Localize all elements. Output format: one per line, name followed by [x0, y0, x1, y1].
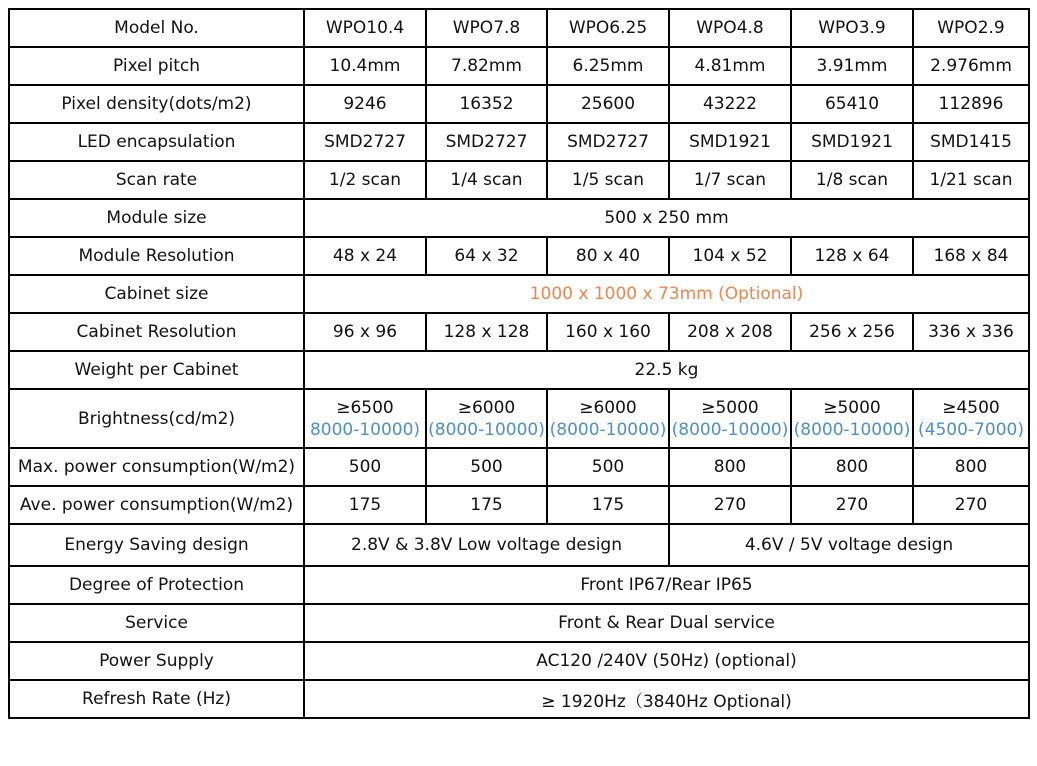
row-label: Refresh Rate (Hz) — [9, 680, 304, 718]
brightness-value: ≥6000 — [579, 397, 637, 418]
row-scan-rate — [9, 161, 1029, 199]
row-label: Brightness(cd/m2) — [9, 389, 304, 448]
value-cell: 270 — [791, 486, 913, 524]
model-cell: WPO6.25 — [547, 9, 669, 47]
row-label: Service — [9, 604, 304, 642]
row-label: Max. power consumption(W/m2) — [9, 448, 304, 486]
brightness-range: 8000-10000) — [309, 419, 421, 440]
brightness-range: (4500-7000) — [918, 419, 1024, 440]
row-cabinet-size — [9, 275, 1029, 313]
value-cell: 1/5 scan — [547, 161, 669, 199]
row-label: Scan rate — [9, 161, 304, 199]
value-cell: 1/2 scan — [304, 161, 426, 199]
value-cell: 1/8 scan — [791, 161, 913, 199]
value-cell: 168 x 84 — [913, 237, 1029, 275]
value-cell: 6.25mm — [547, 47, 669, 85]
row-label: Module size — [9, 199, 304, 237]
value-cell: 175 — [304, 486, 426, 524]
row-label: LED encapsulation — [9, 123, 304, 161]
row-refresh-rate — [9, 680, 1029, 718]
row-max-power — [9, 448, 1029, 486]
value-cell: 7.82mm — [426, 47, 547, 85]
value-cell: 175 — [426, 486, 547, 524]
row-power-supply — [9, 642, 1029, 680]
row-label: Cabinet Resolution — [9, 313, 304, 351]
value-cell: SMD1921 — [669, 123, 791, 161]
value-cell: 25600 — [547, 85, 669, 123]
brightness-value: ≥6000 — [457, 397, 516, 418]
brightness-value: ≥6500 — [336, 397, 394, 418]
value-cell: 800 — [669, 448, 791, 486]
value-cell: 1/21 scan — [913, 161, 1029, 199]
row-label: Energy Saving design — [9, 524, 304, 566]
value-cell: 48 x 24 — [304, 237, 426, 275]
row-module-resolution — [9, 237, 1029, 275]
model-cell: WPO4.8 — [669, 9, 791, 47]
value-cell: 500 — [304, 448, 426, 486]
value-cell: 10.4mm — [304, 47, 426, 85]
brightness-cell — [426, 389, 547, 448]
value-cell: 16352 — [426, 85, 547, 123]
value-cell: SMD2727 — [304, 123, 426, 161]
value-cell: 800 — [913, 448, 1029, 486]
brightness-value: ≥4500 — [942, 397, 1000, 418]
row-model-no — [9, 9, 1029, 47]
value-cell: 4.6V / 5V voltage design — [669, 524, 1029, 566]
row-label: Cabinet size — [9, 275, 304, 313]
value-cell: 500 x 250 mm — [304, 199, 1029, 237]
brightness-range: (8000-10000) — [671, 419, 789, 440]
value-cell: 270 — [669, 486, 791, 524]
row-label: Weight per Cabinet — [9, 351, 304, 389]
value-cell: 96 x 96 — [304, 313, 426, 351]
value-cell: 65410 — [791, 85, 913, 123]
value-cell: 1000 x 1000 x 73mm (Optional) — [304, 275, 1029, 313]
row-module-size — [9, 199, 1029, 237]
row-label: Power Supply — [9, 642, 304, 680]
row-label: Model No. — [9, 9, 304, 47]
row-pixel-density — [9, 85, 1029, 123]
value-cell: AC120 /240V (50Hz) (optional) — [304, 642, 1029, 680]
row-label: Module Resolution — [9, 237, 304, 275]
value-cell: 64 x 32 — [426, 237, 547, 275]
brightness-cell — [304, 389, 426, 448]
value-cell: 128 x 128 — [426, 313, 547, 351]
value-cell: Front IP67/Rear IP65 — [304, 566, 1029, 604]
value-cell: 43222 — [669, 85, 791, 123]
brightness-cell — [669, 389, 791, 448]
brightness-value: ≥5000 — [701, 397, 759, 418]
brightness-range: (8000-10000) — [793, 419, 911, 440]
brightness-range: (8000-10000) — [549, 419, 667, 440]
value-cell: 800 — [791, 448, 913, 486]
value-cell: SMD2727 — [547, 123, 669, 161]
model-cell: WPO2.9 — [913, 9, 1029, 47]
value-cell: Front & Rear Dual service — [304, 604, 1029, 642]
row-energy-saving — [9, 524, 1029, 566]
value-cell: 336 x 336 — [913, 313, 1029, 351]
brightness-value: ≥5000 — [823, 397, 881, 418]
row-label: Pixel density(dots/m2) — [9, 85, 304, 123]
spec-table — [8, 8, 1030, 719]
row-label: Ave. power consumption(W/m2) — [9, 486, 304, 524]
brightness-cell — [547, 389, 669, 448]
value-cell: SMD2727 — [426, 123, 547, 161]
row-service — [9, 604, 1029, 642]
value-cell: 256 x 256 — [791, 313, 913, 351]
value-cell: 9246 — [304, 85, 426, 123]
value-cell: 3.91mm — [791, 47, 913, 85]
value-cell: 500 — [426, 448, 547, 486]
row-brightness — [9, 389, 1029, 448]
value-cell: 4.81mm — [669, 47, 791, 85]
value-cell: 2.976mm — [913, 47, 1029, 85]
row-pixel-pitch — [9, 47, 1029, 85]
brightness-cell — [791, 389, 913, 448]
value-cell: 208 x 208 — [669, 313, 791, 351]
value-cell: SMD1415 — [913, 123, 1029, 161]
value-cell: 1/4 scan — [426, 161, 547, 199]
value-cell: 175 — [547, 486, 669, 524]
row-label: Pixel pitch — [9, 47, 304, 85]
model-cell: WPO3.9 — [791, 9, 913, 47]
value-cell: 160 x 160 — [547, 313, 669, 351]
row-weight — [9, 351, 1029, 389]
row-ave-power — [9, 486, 1029, 524]
brightness-cell — [913, 389, 1029, 448]
value-cell: 104 x 52 — [669, 237, 791, 275]
value-cell: ≥ 1920Hz（3840Hz Optional) — [304, 680, 1029, 718]
model-cell: WPO7.8 — [426, 9, 547, 47]
value-cell: SMD1921 — [791, 123, 913, 161]
row-cabinet-resolution — [9, 313, 1029, 351]
row-label: Degree of Protection — [9, 566, 304, 604]
value-cell: 2.8V & 3.8V Low voltage design — [304, 524, 669, 566]
model-cell: WPO10.4 — [304, 9, 426, 47]
row-led-encapsulation — [9, 123, 1029, 161]
value-cell: 80 x 40 — [547, 237, 669, 275]
value-cell: 500 — [547, 448, 669, 486]
value-cell: 270 — [913, 486, 1029, 524]
brightness-range: (8000-10000) — [428, 419, 545, 440]
value-cell: 112896 — [913, 85, 1029, 123]
row-protection — [9, 566, 1029, 604]
value-cell: 128 x 64 — [791, 237, 913, 275]
value-cell: 1/7 scan — [669, 161, 791, 199]
value-cell: 22.5 kg — [304, 351, 1029, 389]
